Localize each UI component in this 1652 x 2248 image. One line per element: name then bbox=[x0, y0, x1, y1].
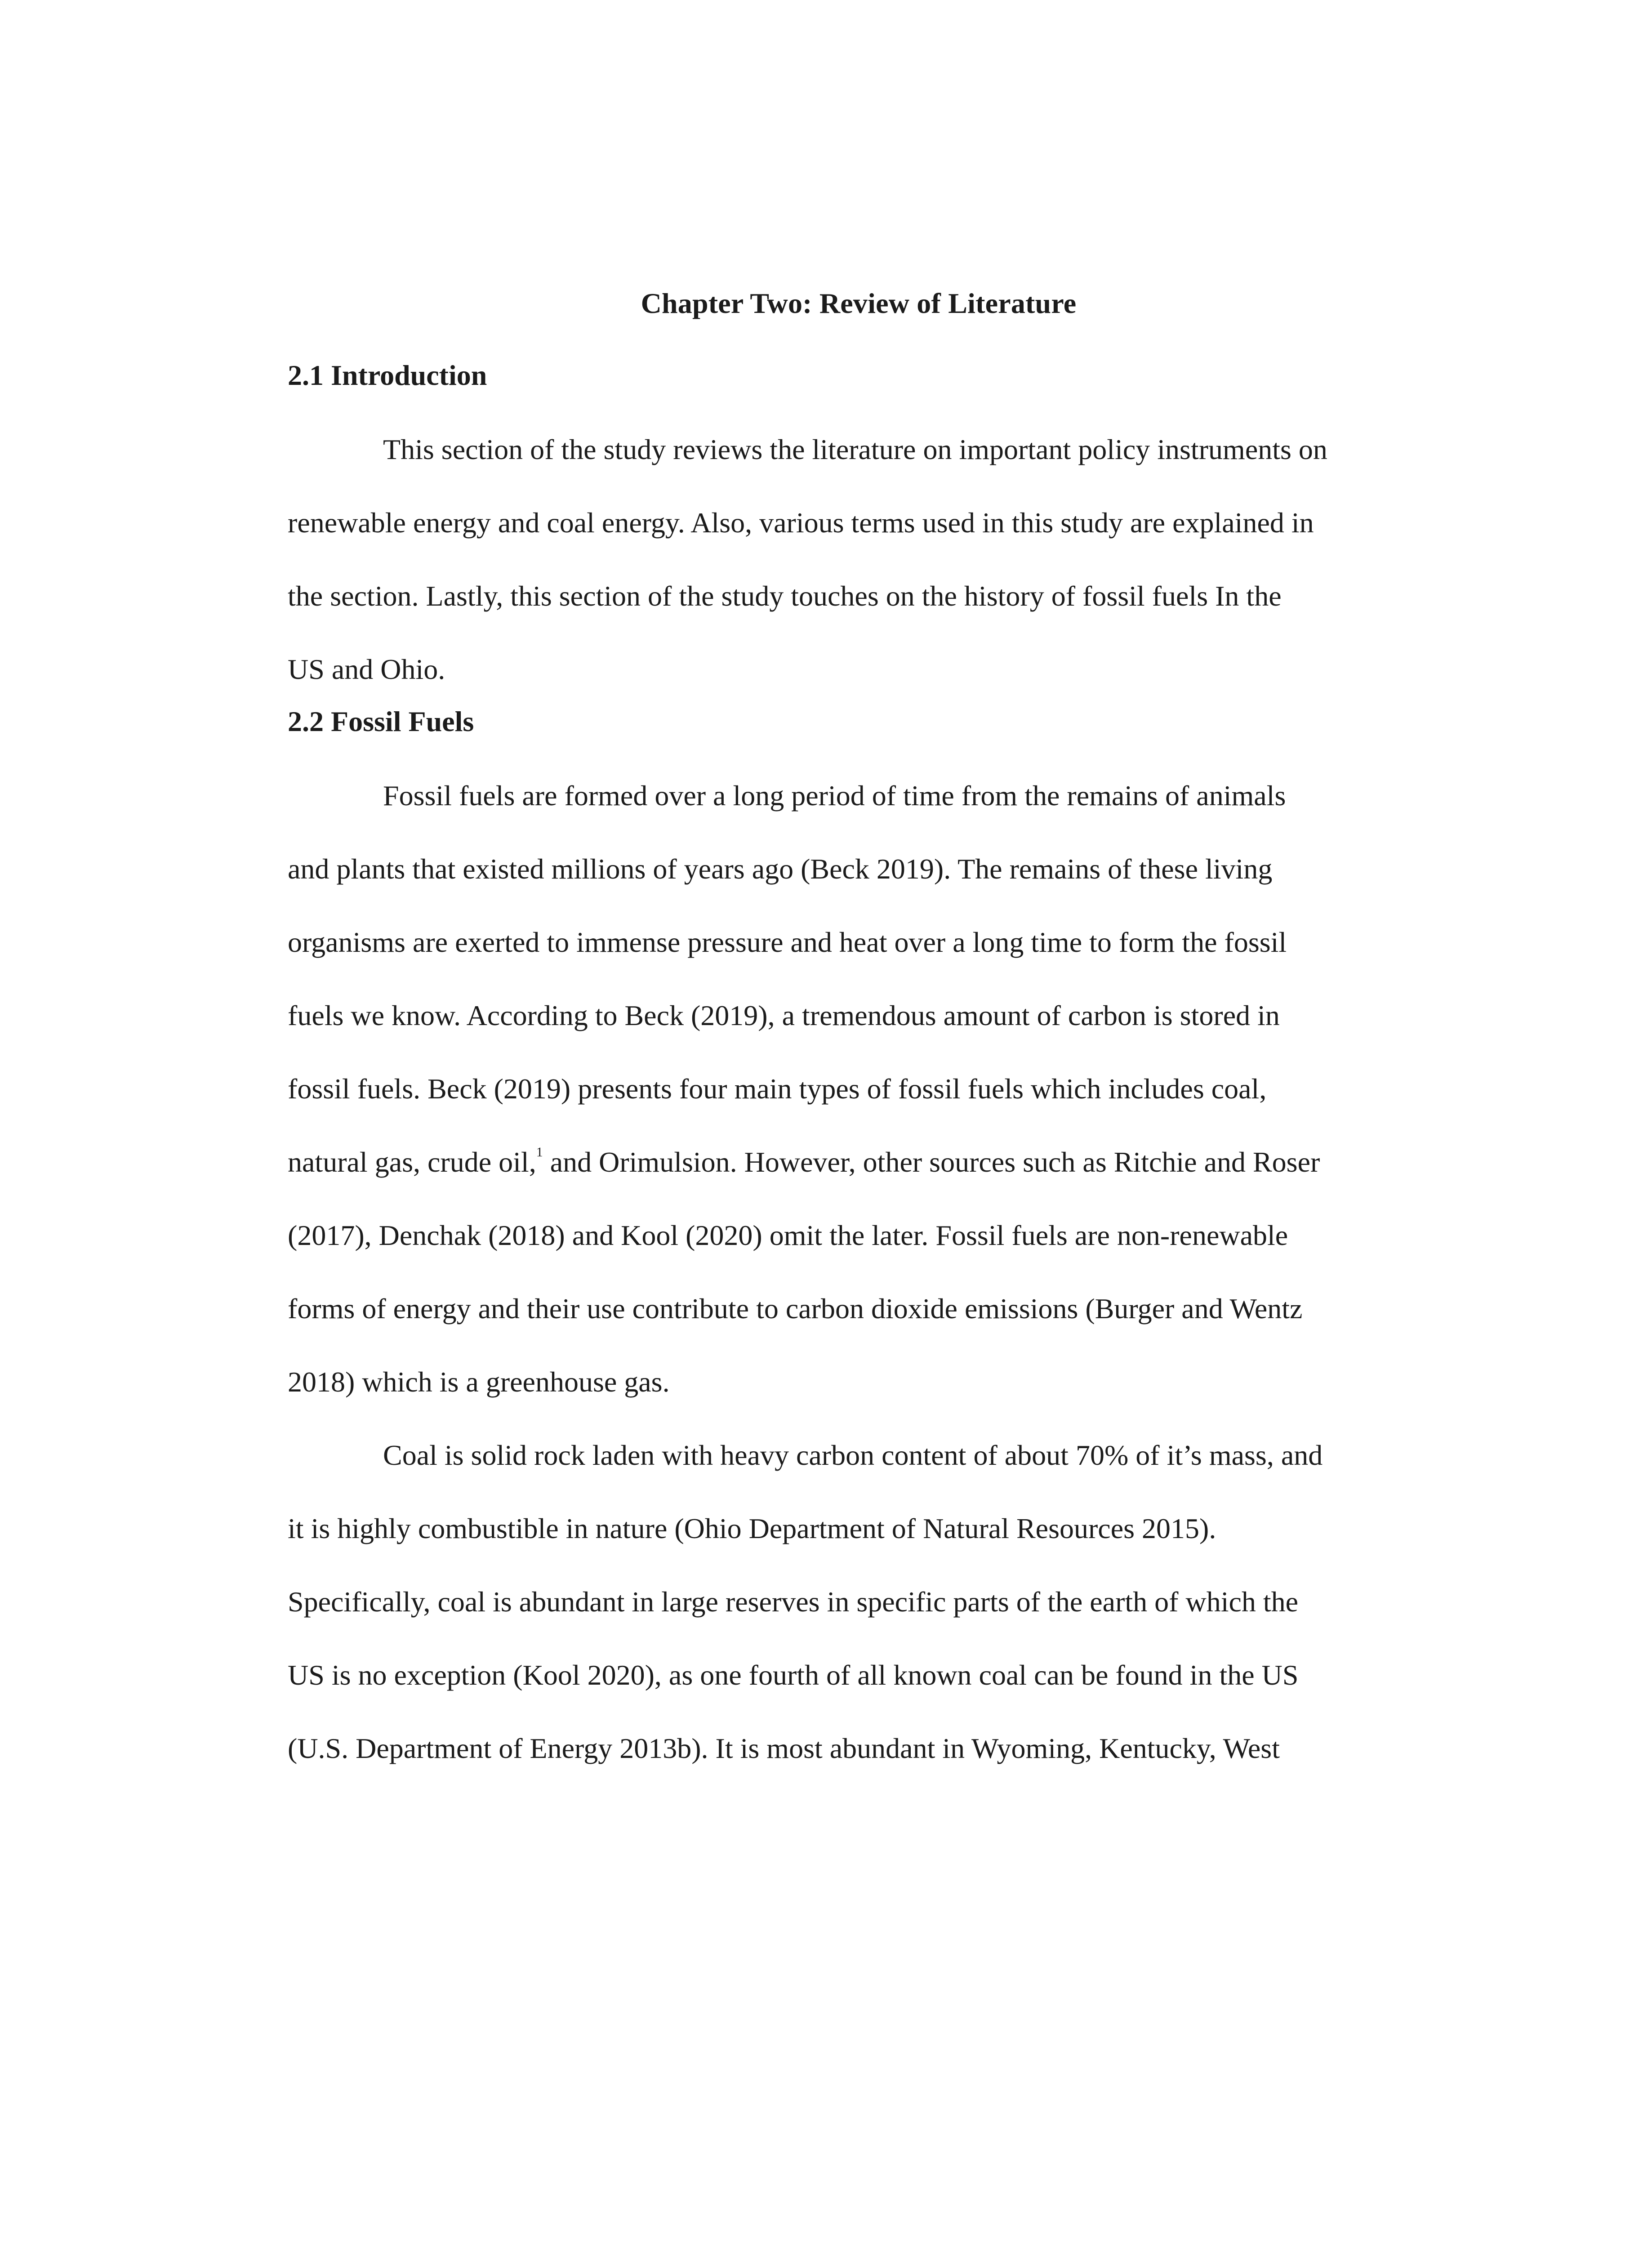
text-line: Specifically, coal is abundant in large reserves in specific parts of the earth of which the bbox=[288, 1586, 1299, 1618]
text-line: and plants that existed millions of years ago (Beck 2019). The remains of these living bbox=[288, 853, 1273, 885]
text-line: (2017), Denchak (2018) and Kool (2020) omit the later. Fossil fuels are non-renewable bbox=[288, 1219, 1288, 1251]
page-content bbox=[288, 283, 1429, 1785]
text-line: it is highly combustible in nature (Ohio Department of Natural Resources 2015). bbox=[288, 1512, 1216, 1544]
text-line: fossil fuels. Beck (2019) presents four main types of fossil fuels which includes coal, bbox=[288, 1073, 1267, 1105]
paragraph-fossil-fuels-2 bbox=[288, 1418, 1429, 1785]
text-line: US and Ohio. bbox=[288, 653, 445, 685]
text-line: the section. Lastly, this section of the study touches on the history of fossil fuels In the bbox=[288, 580, 1282, 612]
text-line: organisms are exerted to immense pressure and heat over a long time to form the fossil bbox=[288, 926, 1287, 958]
text-segment: natural gas, crude oil, bbox=[288, 1146, 536, 1178]
text-line: renewable energy and coal energy. Also, various terms used in this study are explained in bbox=[288, 507, 1314, 539]
section-heading-fossil-fuels: 2.2 Fossil Fuels bbox=[288, 705, 474, 737]
text-line-with-footnote bbox=[288, 1125, 1429, 1199]
chapter-title: Chapter Two: Review of Literature bbox=[641, 287, 1077, 319]
text-line: fuels we know. According to Beck (2019), a tremendous amount of carbon is stored in bbox=[288, 999, 1280, 1031]
section-heading-introduction: 2.1 Introduction bbox=[288, 359, 487, 391]
text-line: Coal is solid rock laden with heavy carbon content of about 70% of it’s mass, and bbox=[383, 1439, 1323, 1471]
paragraph-fossil-fuels-1 bbox=[288, 759, 1429, 1418]
text-line: (U.S. Department of Energy 2013b). It is most abundant in Wyoming, Kentucky, West bbox=[288, 1732, 1280, 1764]
paragraph-introduction bbox=[288, 413, 1429, 706]
text-line: This section of the study reviews the literature on important policy instruments on bbox=[383, 433, 1327, 465]
text-segment: and Orimulsion. However, other sources such as Ritchie and Roser bbox=[543, 1146, 1320, 1178]
text-line: Fossil fuels are formed over a long period of time from the remains of animals bbox=[383, 780, 1286, 812]
text-line: 2018) which is a greenhouse gas. bbox=[288, 1366, 670, 1398]
text-line: US is no exception (Kool 2020), as one fourth of all known coal can be found in the US bbox=[288, 1659, 1299, 1691]
footnote-marker[interactable]: 1 bbox=[536, 1145, 543, 1160]
text-line: forms of energy and their use contribute to carbon dioxide emissions (Burger and Wentz bbox=[288, 1293, 1303, 1325]
